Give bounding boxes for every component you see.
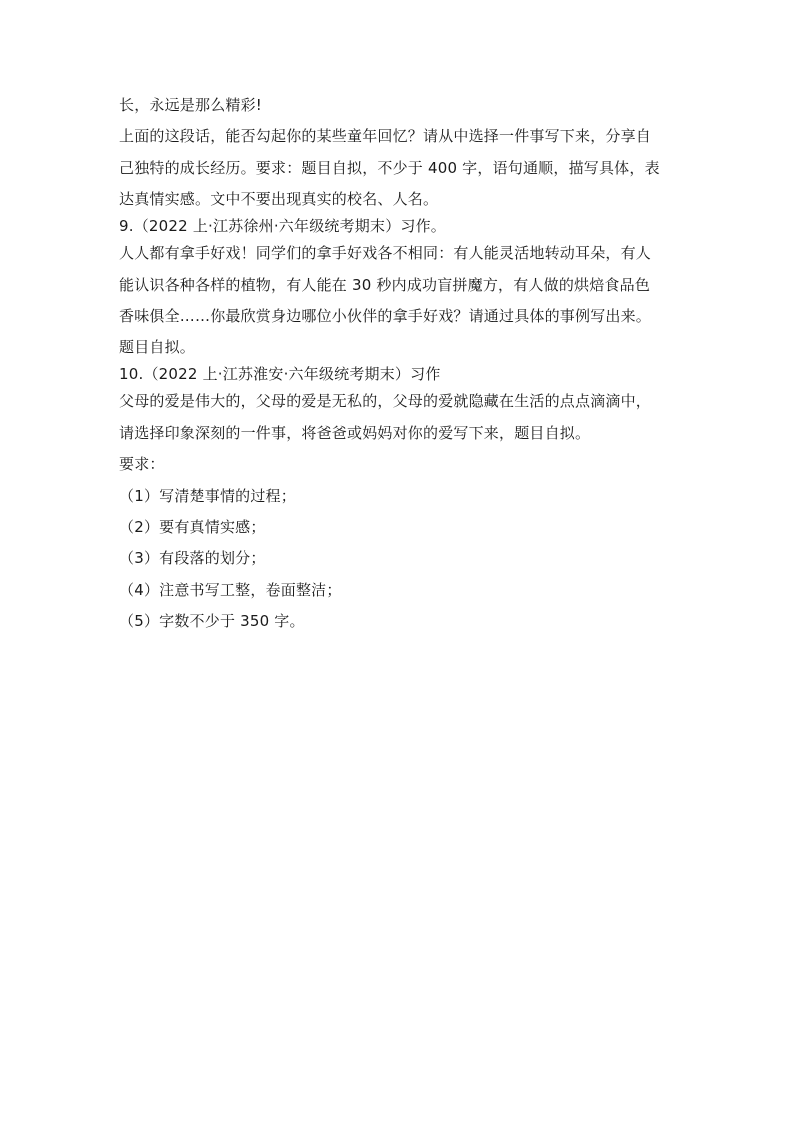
text-line: 达真情实感。文中不要出现真实的校名、人名。 (119, 190, 439, 209)
text-line: 上面的这段话，能否勾起你的某些童年回忆？请从中选择一件事写下来，分享自 (119, 127, 652, 146)
requirement-item: （4）注意书写工整，卷面整洁； (119, 580, 342, 599)
question-heading: 9.（2022 上·江苏徐州·六年级统考期末）习作。 (119, 217, 446, 236)
requirement-item: （1）写清楚事情的过程； (119, 486, 296, 505)
requirement-item: （3）有段落的划分； (119, 549, 266, 568)
text-line: 能认识各种各样的植物，有人能在 30 秒内成功盲拼魔方，有人做的烘焙食品色 (119, 275, 651, 294)
text-line: 长，永远是那么精彩! (119, 96, 263, 114)
question-heading: 10.（2022 上·江苏淮安·六年级统考期末）习作 (119, 365, 441, 384)
text-line: 香味俱全……你最欣赏身边哪位小伙伴的拿手好戏？请通过具体的事例写出来。 (119, 306, 652, 325)
requirement-item: （2）要有真情实感； (119, 517, 266, 536)
requirement-item: （5）字数不少于 350 字。 (119, 612, 305, 631)
text-line: 己独特的成长经历。要求：题目自拟，不少于 400 字，语句通顺，描写具体，表 (119, 158, 660, 177)
text-line: 父母的爱是伟大的，父母的爱是无私的，父母的爱就隐藏在生活的点点滴滴中， (119, 392, 652, 411)
text-line: 人人都有拿手好戏！同学们的拿手好戏各不相同：有人能灵活地转动耳朵，有人 (119, 244, 652, 263)
text-line: 题目自拟。 (119, 338, 196, 357)
requirements-label: 要求： (119, 455, 165, 474)
text-line: 请选择印象深刻的一件事，将爸爸或妈妈对你的爱写下来，题目自拟。 (119, 423, 591, 442)
document-page (119, 96, 689, 643)
